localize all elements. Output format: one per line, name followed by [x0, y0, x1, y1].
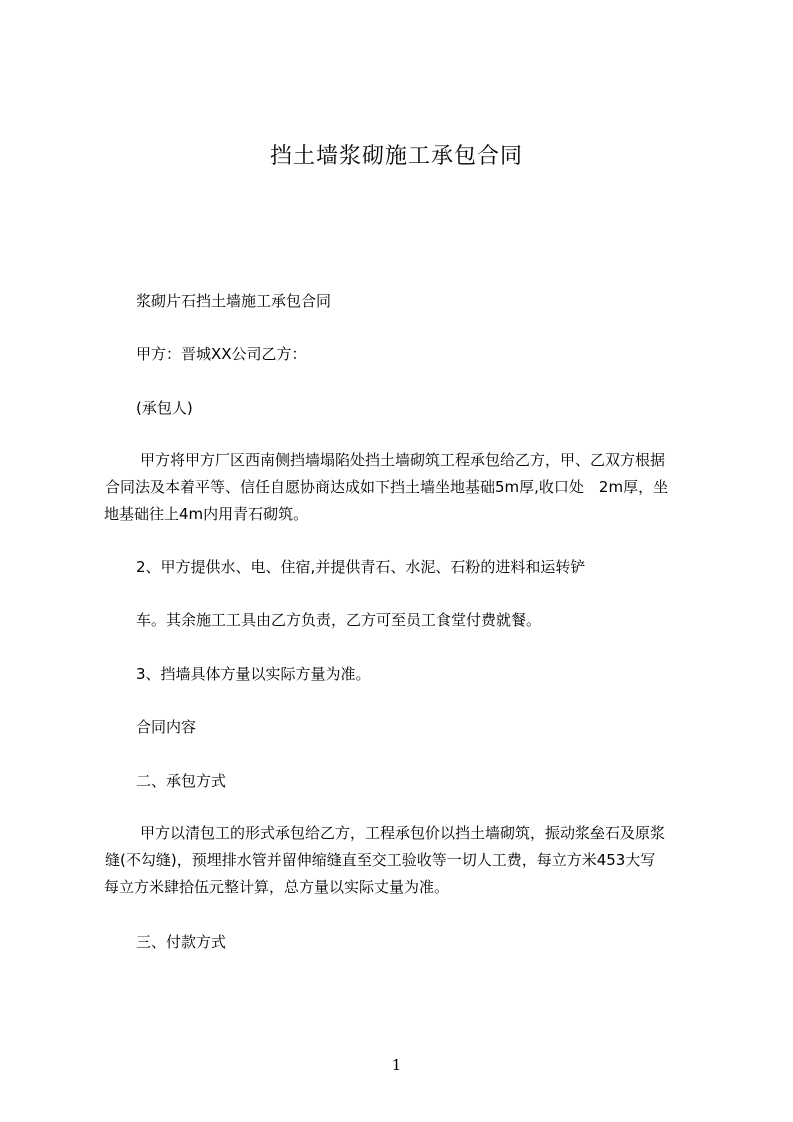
clause-1-line: 合同法及本着平等、信任自愿协商达成如下挡土墙坐地基础5m厚,收口处 2m厚，坐 — [105, 478, 669, 496]
section-3-heading: 三、付款方式 — [136, 933, 227, 951]
clause-2-line-1: 2、甲方提供水、电、住宿,并提供青石、水泥、石粉的进料和运转铲 — [136, 558, 586, 576]
contractor-label: (承包人) — [136, 399, 193, 417]
page-title: 挡土墙浆砌施工承包合同 — [269, 144, 523, 169]
clause-3-line: 3、挡墙具体方量以实际方量为准。 — [136, 665, 371, 683]
section-2-line: 缝(不勾缝)，预埋排水管并留伸缩缝直至交工验收等一切人工费，每立方米453大写 — [105, 851, 656, 869]
clause-1-line: 地基础往上4m内用青石砌筑。 — [104, 505, 309, 523]
page-number: 1 — [391, 1056, 402, 1074]
section-2-line: 每立方米肆拾伍元整计算，总方量以实际丈量为准。 — [104, 878, 450, 896]
contract-subtitle: 浆砌片石挡土墙施工承包合同 — [136, 292, 332, 310]
section-2-heading: 二、承包方式 — [136, 772, 227, 790]
clause-2-line-2: 车。其余施工工具由乙方负责，乙方可至员工食堂付费就餐。 — [136, 611, 542, 629]
section-2-line: 甲方以清包工的形式承包给乙方，工程承包价以挡土墙砌筑，振动浆垒石及原浆 — [140, 824, 666, 842]
clause-1-line: 甲方将甲方厂区西南侧挡墙塌陷处挡土墙砌筑工程承包给乙方，甲、乙双方根据 — [140, 451, 666, 469]
section-2-paragraph — [104, 820, 704, 901]
parties-line: 甲方：晋城XX公司乙方： — [136, 345, 307, 363]
clause-1-paragraph — [104, 447, 704, 528]
section-contents-heading: 合同内容 — [136, 718, 197, 736]
